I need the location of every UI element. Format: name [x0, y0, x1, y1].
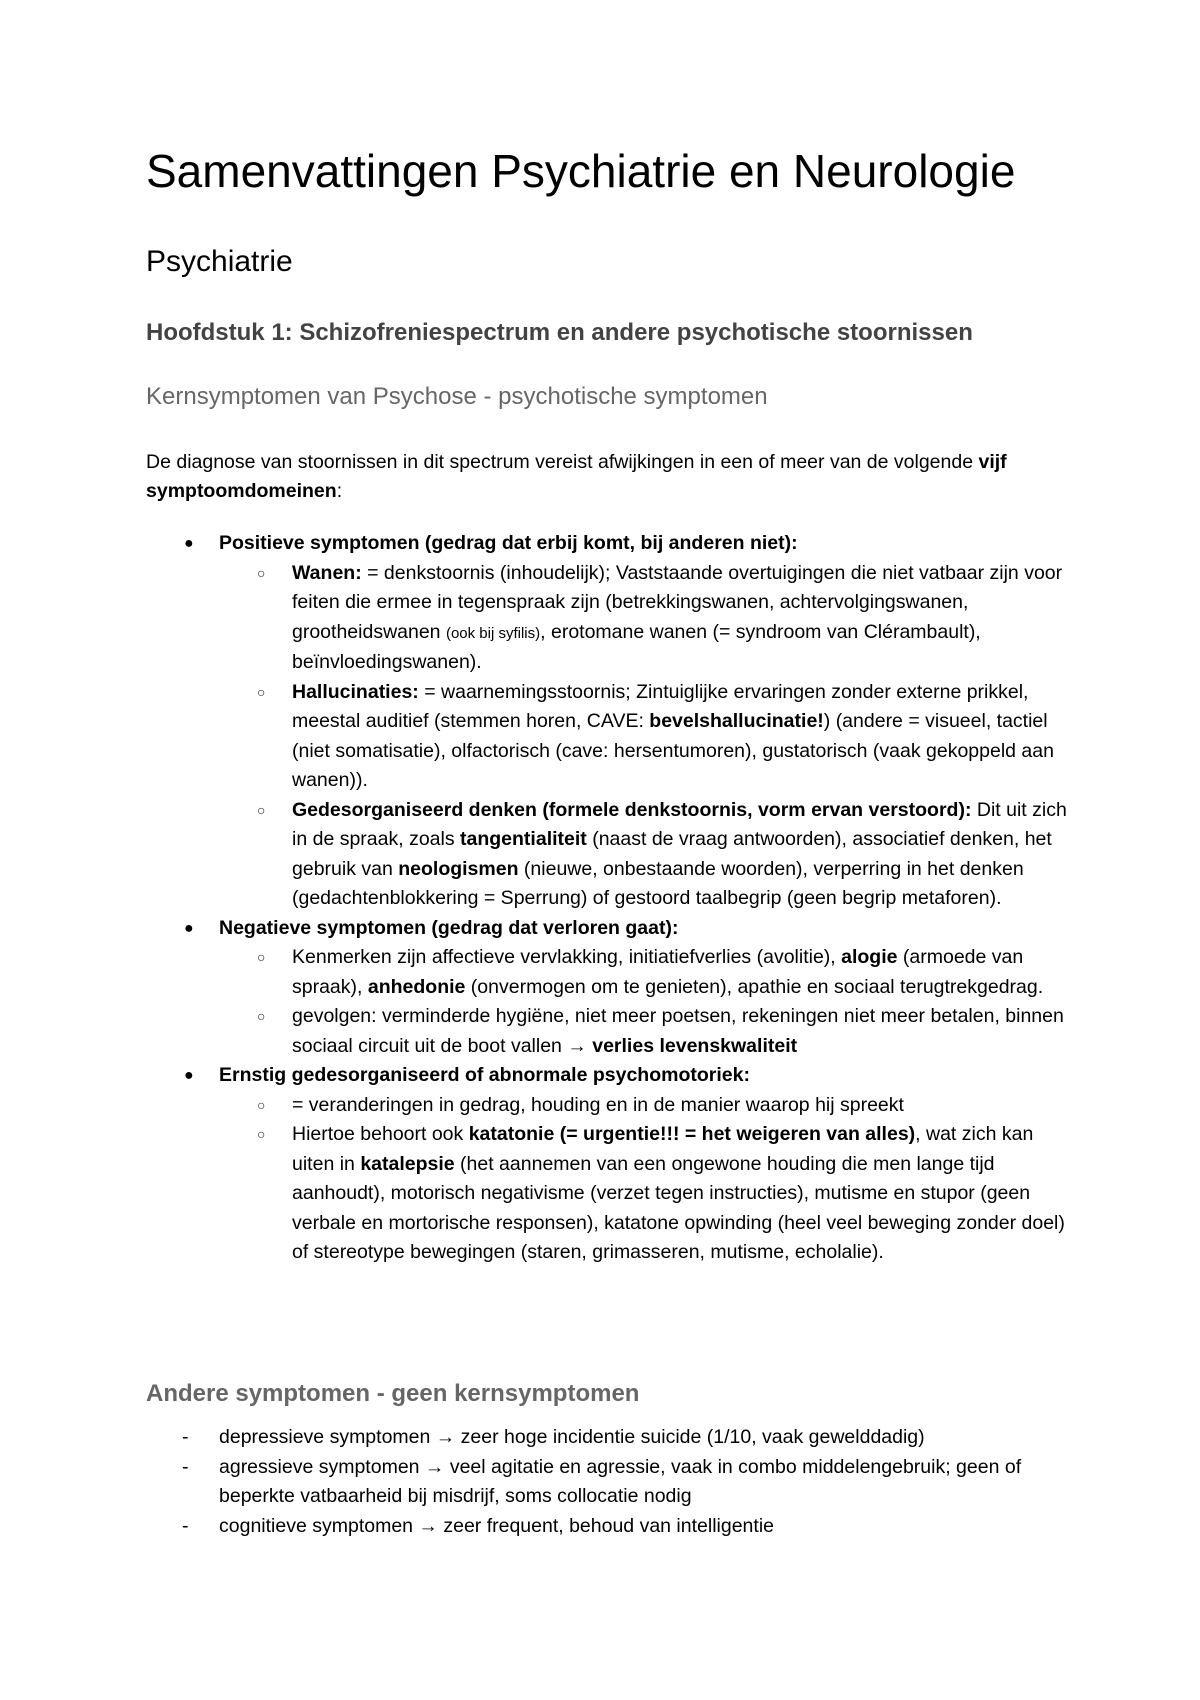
katatonie-bold-1: katatonie (= urgentie!!! = het weigeren van alles): [468, 1123, 916, 1145]
bullet-circle: ○: [257, 1126, 266, 1142]
list-item-kenmerken: [219, 943, 1076, 1002]
bullet-circle: ○: [257, 801, 266, 818]
katatonie-text-2: , wat zich kan uiten in: [292, 1123, 1034, 1175]
subheading-andere-symptomen: Andere symptomen - geen kernsymptomen: [146, 1380, 640, 1407]
other-item-text: depressieve symptomen → zeer hoge incidentie suicide (1/10, vaak gewelddadig): [219, 1426, 925, 1448]
denken-text-3: (nieuwe, onbestaande woorden), verperring in het denken (gedachtenblokkering = Sperrung) of gestoord taalbegrip (geen begrip metaforen).: [292, 857, 1024, 909]
denken-label: Gedesorganiseerd denken (formele denkstoornis, vorm ervan verstoord):: [292, 798, 972, 821]
motor-item-1: = veranderingen in gedrag, houding en in de manier waarop hij spreekt: [292, 1093, 904, 1116]
motor-heading: Ernstig gedesorganiseerd of abnormale psychomotoriek:: [219, 1064, 750, 1086]
section-heading: Psychiatrie: [146, 245, 293, 278]
list-item-veranderingen: [219, 1091, 1076, 1121]
other-item-text: cognitieve symptomen → zeer frequent, behoud van intelligentie: [219, 1514, 774, 1537]
list-item-gevolgen: [219, 1002, 1076, 1061]
katatonie-text-1: Hiertoe behoort ook: [292, 1123, 469, 1145]
bullet-dot: ●: [184, 919, 194, 937]
list-item-wanen: [219, 559, 1076, 678]
motor-sublist: [219, 1091, 1076, 1268]
kenmerken-text-1: Kenmerken zijn affectieve vervlakking, initiatiefverlies (avolitie),: [292, 946, 842, 968]
other-symptoms-list: [146, 1423, 1076, 1541]
hallu-text-2: ) (andere = visueel, tactiel (niet somatisatie), olfactorisch (cave: hersentumoren), gustatorisch (vaak gekoppeld aan wanen)).: [292, 710, 1054, 791]
bullet-circle: ○: [257, 949, 266, 965]
bullet-circle: ○: [257, 564, 266, 581]
kenmerken-text-3: (onvermogen om te genieten), apathie en sociaal terugtrekgedrag.: [465, 975, 1044, 998]
denken-bold-2: neologismen: [398, 857, 519, 880]
other-item-text: agressieve symptomen → veel agitatie en agressie, vaak in combo middelengebruik; geen of beperkte vatbaarheid bij misdrijf, soms collocatie nodig: [219, 1455, 1022, 1507]
document-title: Samenvattingen Psychiatrie en Neurologie: [146, 145, 1016, 197]
bullet-dot: ●: [184, 1067, 194, 1084]
intro-text-1: De diagnose van stoornissen in dit spectrum vereist afwijkingen in een of meer van de volgende: [146, 451, 979, 473]
subheading-kernsymptomen: Kernsymptomen van Psychose - psychotische symptomen: [146, 383, 768, 410]
wanen-text-1: = denkstoornis (inhoudelijk); Vaststaande overtuigingen die niet vatbaar zijn voor feiten die ermee in tegenspraak zijn (betrekkingswanen, achtervolgingswanen, grootheidswanen: [292, 561, 1063, 643]
bullet-circle: ○: [257, 683, 266, 700]
bullet-dash: -: [182, 1455, 189, 1478]
kenmerken-bold-2: anhedonie: [367, 975, 466, 998]
wanen-label: Wanen:: [292, 561, 362, 584]
list-item-denken: [219, 796, 1076, 914]
hallu-label: Hallucinaties:: [292, 680, 419, 703]
list-item-katatonie: [219, 1120, 1076, 1268]
list-item-negative: [146, 914, 1076, 1062]
katatonie-text-3: (het aannemen van een ongewone houding die men lange tijd aanhoudt), motorisch negativisme (verzet tegen instructies), mutisme en stupor (geen verbale en mortorische responsen), katatone opwinding (heel veel beweging zonder doel) of stereotype bewegingen (staren, grimasseren, mutisme, echolalie).: [292, 1152, 1065, 1263]
wanen-text-2: , erotomane wanen (= syndroom van Clérambault), beïnvloedingswanen).: [292, 620, 981, 673]
intro-bold: vijf symptoomdomeinen: [146, 451, 1007, 502]
denken-bold-1: tangentialiteit: [460, 828, 587, 850]
katatonie-bold-2: katalepsie: [360, 1152, 455, 1175]
symptom-domain-list: [146, 529, 1076, 1268]
hallu-text-1: = waarnemingsstoornis; Zintuiglijke ervaringen zonder externe prikkel, meestal auditief (stemmen horen, CAVE:: [292, 680, 1029, 732]
bullet-circle: ○: [257, 1096, 266, 1113]
denken-text-2: (naast de vraag antwoorden), associatief denken, het gebruik van: [292, 828, 1052, 880]
bullet-dot: ●: [184, 535, 194, 552]
list-item-cognitief: [146, 1512, 1076, 1542]
chapter-heading: Hoofdstuk 1: Schizofreniespectrum en andere psychotische stoornissen: [146, 319, 973, 346]
bullet-dash: -: [182, 1426, 189, 1448]
bullet-dash: -: [182, 1514, 189, 1537]
positive-sublist: [219, 559, 1076, 914]
intro-paragraph: [146, 448, 1076, 506]
bullet-circle: ○: [257, 1008, 266, 1024]
hallu-bold: bevelshallucinatie!: [649, 710, 824, 732]
denken-text-1: Dit uit zich in de spraak, zoals: [292, 798, 1067, 850]
negative-sublist: [219, 943, 1076, 1061]
positive-heading: Positieve symptomen (gedrag dat erbij komt, bij anderen niet):: [219, 532, 798, 554]
list-item-psychomotoriek: [146, 1061, 1076, 1268]
gevolgen-text: gevolgen: verminderde hygiëne, niet meer poetsen, rekeningen niet meer betalen, binnen sociaal circuit uit de boot vallen →: [292, 1005, 1064, 1057]
intro-text-2: :: [336, 480, 343, 502]
gevolgen-bold: verlies levenskwaliteit: [592, 1034, 798, 1057]
kenmerken-text-2: (armoede van spraak),: [292, 946, 1024, 998]
list-item-positive: [146, 529, 1076, 914]
negative-heading: Negatieve symptomen (gedrag dat verloren gaat):: [219, 916, 679, 939]
wanen-note: (ook bij syfilis): [445, 624, 541, 642]
kenmerken-bold-1: alogie: [841, 946, 898, 968]
list-item-hallucinaties: [219, 678, 1076, 796]
list-item-agressief: [146, 1453, 1076, 1512]
list-item-depressief: [146, 1423, 1076, 1453]
